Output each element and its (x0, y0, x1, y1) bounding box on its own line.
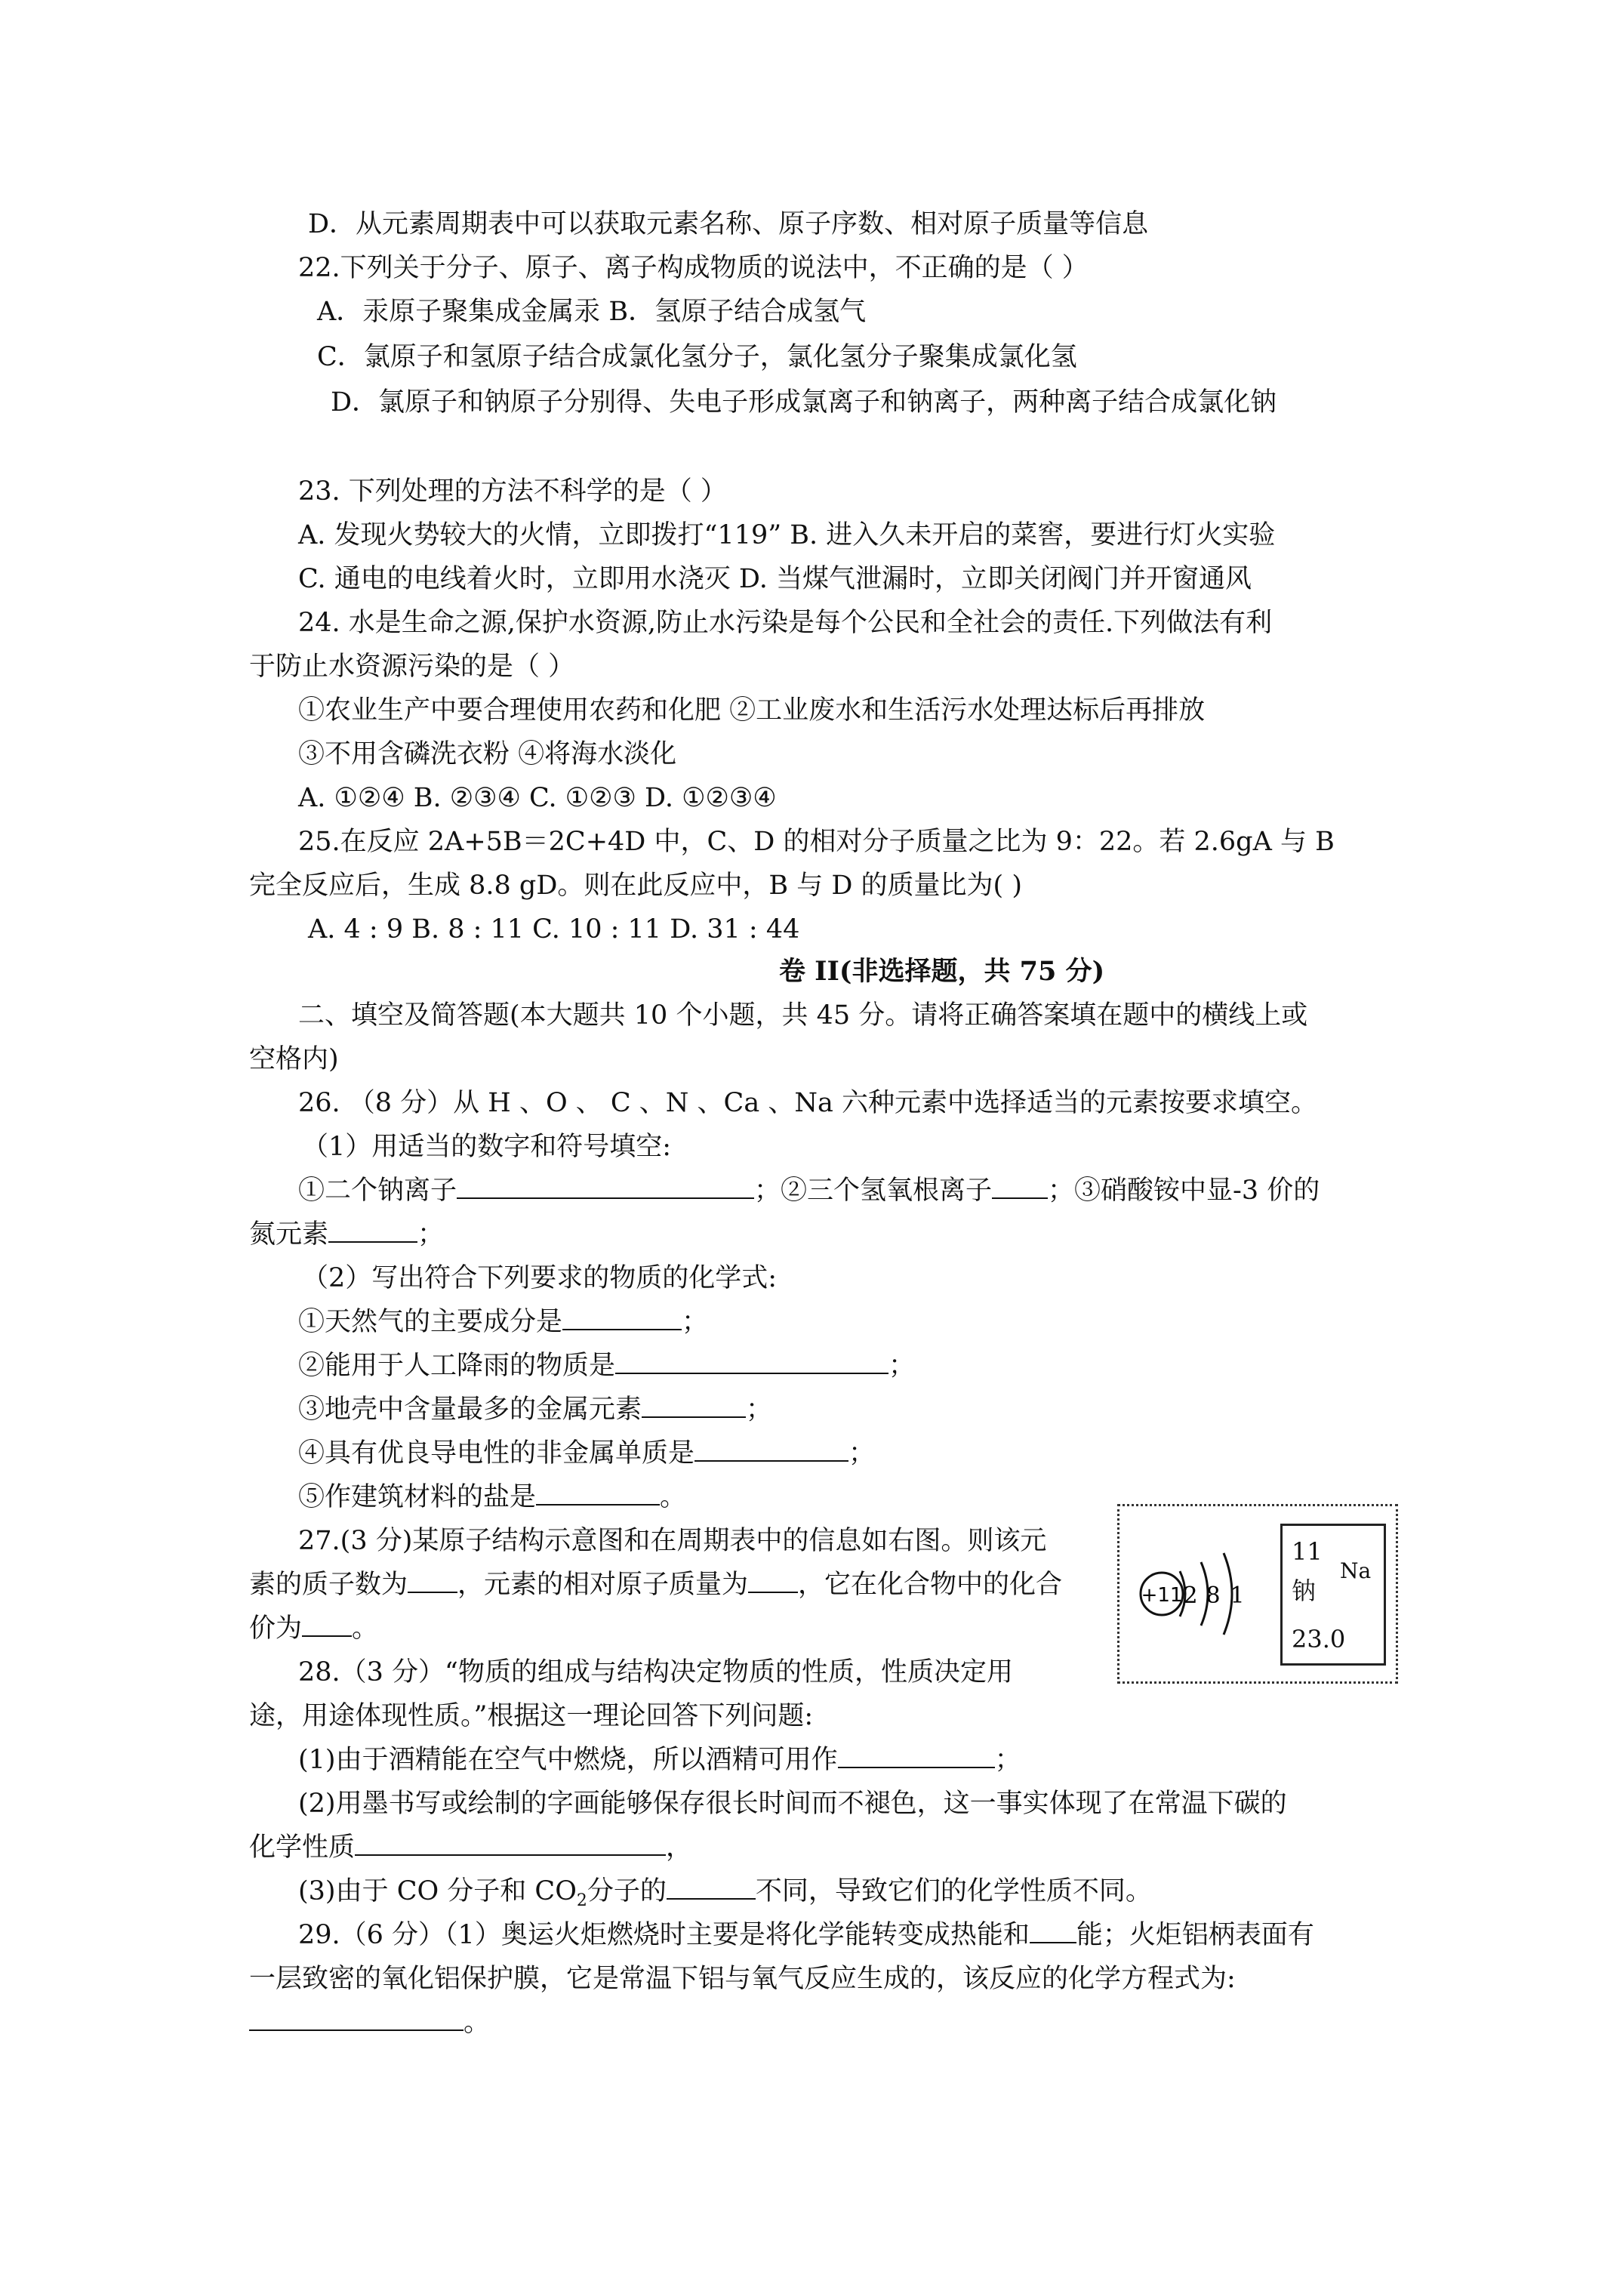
answer-blank[interactable] (249, 2004, 463, 2031)
q27-label-protons: 素的质子数为 (249, 1570, 408, 1600)
q24-items-34: ③不用含磷洗衣粉 ④将海水淡化 (298, 739, 677, 769)
q24-options: A. ①②④ B. ②③④ C. ①②③ D. ①②③④ (298, 783, 777, 813)
answer-blank[interactable] (408, 1566, 457, 1593)
answer-blank[interactable] (667, 1872, 756, 1900)
answer-blank[interactable] (615, 1347, 888, 1374)
q29-label: 29.（6 分）（1）奥运火炬燃烧时主要是将化学能转变成热能和 (298, 1920, 1030, 1950)
answer-blank[interactable] (302, 1610, 352, 1637)
q27-label-mass: ，元素的相对原子质量为 (457, 1570, 749, 1600)
part2-instructions-cont: 空格内) (249, 1044, 339, 1074)
q26-item-3 (298, 1391, 772, 1428)
atomic-mass: 23.0 (1292, 1625, 1346, 1653)
punctuation: ； (848, 1438, 876, 1469)
nucleus-charge: +11 (1141, 1584, 1183, 1607)
q24-stem-cont: 于防止水资源污染的是（ ） (249, 652, 575, 682)
q28-part3-label-cont: 分子的 (587, 1876, 667, 1906)
section-heading: 卷 II(非选择题，共 75 分) (779, 956, 1105, 987)
atom-structure-diagram (1126, 1520, 1277, 1671)
q27-line-2 (249, 1566, 1062, 1604)
q25-stem-cont: 完全反应后，生成 8.8 gD。则在此反应中，B 与 D 的质量比为( ) (249, 871, 1022, 901)
q22-option-d: D．氯原子和钠原子分别得、失电子形成氯离子和钠离子，两种离子结合成氯化钠 (331, 387, 1277, 418)
shell-electrons-3: 1 (1230, 1583, 1245, 1609)
q27-label-valence-cont: 价为 (249, 1613, 303, 1644)
punctuation: 。 (660, 1482, 687, 1512)
q28-part2: (2)用墨书写或绘制的字画能够保存很长时间而不褪色，这一事实体现了在常温下碳的 (298, 1789, 1287, 1819)
q26-item-label: ⑤作建筑材料的盐是 (298, 1482, 537, 1512)
element-symbol: Na (1340, 1558, 1372, 1583)
punctuation: ； (746, 1395, 773, 1425)
q23-options-ab: A. 发现火势较大的火情，立即拨打“119” B. 进入久未开启的菜窖，要进行灯火实验 (298, 520, 1276, 550)
answer-blank[interactable] (355, 1829, 666, 1856)
q26-item-4 (298, 1435, 875, 1472)
answer-blank[interactable] (562, 1303, 682, 1330)
q29-equation-line (249, 2004, 490, 2042)
q25-options: A. 4 : 9 B. 8 : 11 C. 10 : 11 D. 31 : 44 (308, 914, 800, 945)
q26-label-nitrogen-element: 氮元素 (249, 1219, 329, 1250)
q28-part3-label: (3)由于 CO 分子和 CO (298, 1876, 577, 1906)
answer-blank[interactable] (838, 1741, 995, 1768)
q26-stem: 26. （8 分）从 H 、O 、 C 、N 、Ca 、Na 六种元素中选择适当的元素按要求填空。 (298, 1088, 1317, 1118)
q26-item-label: ①天然气的主要成分是 (298, 1307, 563, 1337)
q25-stem: 25.在反应 2A+5B＝2C+4D 中，C、D 的相对分子质量之比为 9：22。若 2.6gA 与 B (298, 827, 1335, 857)
punctuation: ； (994, 1745, 1021, 1775)
element-name: 钠 (1292, 1576, 1317, 1605)
q28-part3 (298, 1872, 1152, 1920)
q22-stem: 22.下列关于分子、原子、离子构成物质的说法中，不正确的是（ ） (298, 253, 1089, 283)
q28-part2-label: 化学性质 (249, 1832, 356, 1863)
q26-item-2 (298, 1347, 915, 1385)
answer-blank[interactable] (748, 1566, 798, 1593)
q26-part1-line (298, 1172, 1320, 1210)
q26-part1-line-cont (249, 1216, 444, 1253)
q28-part2-cont (249, 1829, 692, 1866)
q27-line-3 (249, 1610, 378, 1647)
subscript: 2 (576, 1891, 587, 1910)
q28-part1 (298, 1741, 1021, 1779)
q26-item-label: ③地壳中含量最多的金属元素 (298, 1395, 642, 1425)
q23-stem: 23. 下列处理的方法不科学的是（ ） (298, 476, 727, 507)
q24-stem: 24. 水是生命之源,保护水资源,防止水污染是每个公民和全社会的责任.下列做法有利 (298, 608, 1273, 638)
q26-item-label: ④具有优良导电性的非金属单质是 (298, 1438, 695, 1469)
q21-option-d: D．从元素周期表中可以获取元素名称、原子序数、相对原子质量等信息 (308, 209, 1149, 239)
q29-label-cont: 能；火炬铝柄表面有 (1076, 1920, 1314, 1950)
q29-stem (298, 1916, 1314, 1954)
sodium-info-figure (1117, 1504, 1398, 1684)
q28-stem: 28.（3 分）“物质的组成与结构决定物质的性质，性质决定用 (298, 1657, 1013, 1687)
q24-items-12: ①农业生产中要合理使用农药和化肥 ②工业废水和生活污水处理达标后再排放 (298, 695, 1206, 726)
q26-part1: （1）用适当的数字和符号填空: (302, 1132, 672, 1162)
q26-label-nitrogen: ；③硝酸铵中显-3 价的 (1048, 1176, 1320, 1206)
q26-part2: （2）写出符合下列要求的物质的化学式: (302, 1263, 778, 1293)
q26-item-5 (298, 1478, 686, 1516)
part2-instructions: 二、填空及简答题(本大题共 10 个小题，共 45 分。请将正确答案填在题中的横线上或 (298, 1000, 1308, 1031)
shell-electrons-1: 2 (1183, 1583, 1198, 1609)
q23-options-cd: C. 通电的电线着火时，立即用水浇灭 D. 当煤气泄漏时，立即关闭阀门并开窗通风 (298, 564, 1252, 594)
punctuation: 。 (463, 2008, 491, 2038)
answer-blank[interactable] (328, 1216, 417, 1243)
answer-blank[interactable] (992, 1172, 1048, 1199)
q26-item-1 (298, 1303, 708, 1341)
atomic-number: 11 (1292, 1537, 1323, 1566)
q27-label-valence: ，它在化合物中的化合 (798, 1570, 1063, 1600)
q22-option-c: C．氯原子和氢原子结合成氯化氢分子，氯化氢分子聚集成氯化氢 (317, 342, 1077, 372)
q28-part1-label: (1)由于酒精能在空气中燃烧，所以酒精可用作 (298, 1745, 838, 1775)
q28-stem-cont: 途，用途体现性质。”根据这一理论回答下列问题: (249, 1701, 814, 1731)
answer-blank[interactable] (694, 1435, 848, 1462)
punctuation: ； (888, 1351, 916, 1381)
periodic-table-cell (1280, 1524, 1386, 1666)
q28-part3-tail: 不同，导致它们的化学性质不同。 (755, 1876, 1152, 1906)
q22-options-ab: A．汞原子聚集成金属汞 B．氢原子结合成氢气 (317, 297, 867, 327)
answer-blank[interactable] (536, 1478, 660, 1505)
punctuation: ， (666, 1832, 693, 1863)
q29-stem-cont: 一层致密的氧化铝保护膜，它是常温下铝与氧气反应生成的，该反应的化学方程式为: (249, 1964, 1236, 1994)
q27-stem: 27.(3 分)某原子结构示意图和在周期表中的信息如右图。则该元 (298, 1526, 1047, 1556)
punctuation: ； (417, 1219, 445, 1250)
q26-item-label: ②能用于人工降雨的物质是 (298, 1351, 616, 1381)
answer-blank[interactable] (1030, 1916, 1076, 1943)
answer-blank[interactable] (642, 1391, 746, 1418)
punctuation: 。 (352, 1613, 379, 1644)
answer-blank[interactable] (457, 1172, 754, 1199)
q26-label-sodium-ion: ①二个钠离子 (298, 1176, 457, 1206)
shell-electrons-2: 8 (1206, 1583, 1221, 1609)
q26-label-hydroxide: ；②三个氢氧根离子 (754, 1176, 993, 1206)
punctuation: ； (682, 1307, 709, 1337)
